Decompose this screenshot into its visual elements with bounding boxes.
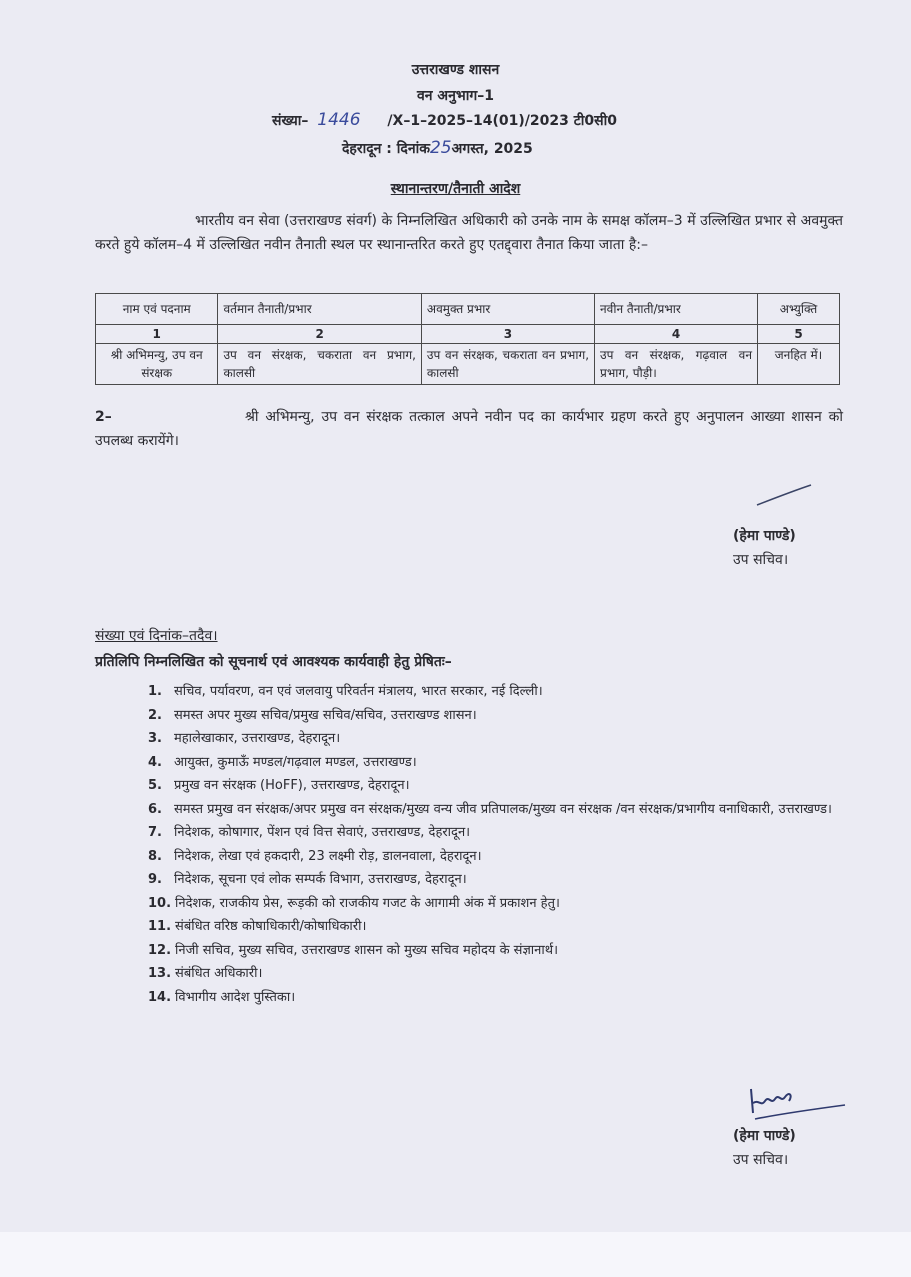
place-date-prefix: देहरादून : दिनांक: [342, 141, 430, 157]
date-handwritten: 25: [429, 138, 452, 158]
list-item-text: समस्त अपर मुख्य सचिव/प्रमुख सचिव/सचिव, उत्तराखण्ड शासन।: [174, 707, 477, 723]
list-item-number: 6.: [148, 801, 162, 817]
list-item: [148, 915, 848, 939]
copy-heading: प्रतिलिपि निम्नलिखित को सूचनार्थ एवं आवश्यक कार्यवाही हेतु प्रेषितः–: [95, 654, 452, 670]
list-item: [148, 986, 848, 1010]
list-item: [148, 845, 848, 869]
list-item-text: निदेशक, कोषागार, पेंशन एवं वित्त सेवाएं, उत्तराखण्ड, देहरादून।: [174, 825, 471, 840]
paragraph-2-number: 2–: [95, 409, 112, 425]
list-item-number: 10.: [148, 895, 172, 911]
column-number-cell: 5: [757, 325, 839, 344]
list-item-text: संबंधित वरिष्ठ कोषाधिकारी/कोषाधिकारी।: [175, 919, 367, 934]
list-item-text: महालेखाकार, उत्तराखण्ड, देहरादून।: [174, 731, 341, 746]
page-bottom-band: [0, 1232, 911, 1277]
date-suffix: अगस्त, 2025: [451, 141, 533, 157]
list-item-number: 11.: [148, 919, 172, 934]
signature-scribble-2: [745, 1085, 855, 1125]
table-header-cell: वर्तमान तैनाती/प्रभार: [218, 294, 421, 325]
list-item-number: 8.: [148, 848, 162, 864]
table-header-cell: अवमुक्त प्रभार: [421, 294, 594, 325]
column-number-cell: 4: [595, 325, 758, 344]
list-item-text: निदेशक, राजकीय प्रेस, रूड़की को राजकीय गजट के आगामी अंक में प्रकाशन हेतु।: [175, 895, 560, 911]
table-header-cell: नाम एवं पदनाम: [96, 294, 218, 325]
table-cell-new-posting: उप वन संरक्षक, गढ़वाल वन प्रभाग, पौड़ी।: [595, 344, 758, 385]
list-item-text: आयुक्त, कुमाऊँ मण्डल/गढ़वाल मण्डल, उत्तराखण्ड।: [174, 754, 417, 770]
signatory-designation: उप सचिव।: [733, 1152, 789, 1168]
list-item-text: संबंधित अधिकारी।: [175, 966, 263, 981]
list-item-text: प्रमुख वन संरक्षक (HoFF), उत्तराखण्ड, देहरादून।: [174, 778, 410, 793]
list-item-number: 5.: [148, 778, 162, 793]
list-item: [148, 821, 848, 845]
list-item-number: 12.: [148, 942, 172, 958]
list-item-number: 4.: [148, 754, 162, 770]
list-item-text: निजी सचिव, मुख्य सचिव, उत्तराखण्ड शासन को मुख्य सचिव महोदय के संज्ञानार्थ।: [175, 942, 558, 958]
list-item-number: 1.: [148, 684, 162, 699]
list-item-text: निदेशक, सूचना एवं लोक सम्पर्क विभाग, उत्तराखण्ड, देहरादून।: [174, 872, 467, 887]
government-heading: उत्तराखण्ड शासन: [411, 62, 500, 78]
intro-paragraph-text: भारतीय वन सेवा (उत्तराखण्ड संवर्ग) के निम्नलिखित अधिकारी को उनके नाम के समक्ष कॉलम–3 में उल्लिखित प्रभार से अवमुक्त करते हुये कॉलम–4 में उल्लिखित नवीन तैनाती स्थल पर स्थानान्तरित करते हुए एतद्द्वारा तैनात किया जाता है:–: [95, 213, 843, 253]
table-header-row: [96, 294, 840, 325]
table-header-cell: अभ्युक्ति: [757, 294, 839, 325]
list-item-number: 2.: [148, 707, 162, 723]
order-subject: स्थानान्तरण/तैनाती आदेश: [390, 181, 521, 197]
copy-recipient-list: [148, 680, 848, 1009]
order-number-line: [272, 110, 692, 130]
order-number-label: संख्या–: [272, 113, 309, 129]
list-item-text: समस्त प्रमुख वन संरक्षक/अपर प्रमुख वन संरक्षक/मुख्य वन्य जीव प्रतिपालक/मुख्य वन संरक्षक /वन संरक्षक/प्रभागीय वनाधिकारी, उत्तराखण्ड।: [174, 801, 832, 817]
table-row: [96, 344, 840, 385]
intro-paragraph: [95, 209, 843, 257]
table-header-cell: नवीन तैनाती/प्रभार: [595, 294, 758, 325]
list-item-number: 9.: [148, 872, 162, 887]
column-number-cell: 3: [421, 325, 594, 344]
list-item: [148, 892, 848, 916]
place-date-line: [342, 138, 533, 158]
list-item-text: सचिव, पर्यावरण, वन एवं जलवायु परिवर्तन मंत्रालय, भारत सरकार, नई दिल्ली।: [174, 684, 543, 699]
list-item: [148, 751, 848, 775]
list-item: [148, 798, 848, 822]
table-cell-relieved-charge: उप वन संरक्षक, चकराता वन प्रभाग, कालसी: [421, 344, 594, 385]
column-number-cell: 1: [96, 325, 218, 344]
signature-block-2: [733, 1124, 796, 1172]
transfer-table: [95, 293, 840, 385]
table-cell-name: श्री अभिमन्यु, उप वन संरक्षक: [96, 344, 218, 385]
paragraph-2: [95, 405, 843, 453]
table-column-number-row: [96, 325, 840, 344]
list-item: [148, 727, 848, 751]
copy-reference: संख्या एवं दिनांक–तदैव।: [95, 628, 218, 644]
section-heading: वन अनुभाग–1: [417, 88, 494, 104]
signature-block-1: [733, 524, 796, 572]
signatory-name: (हेमा पाण्डे): [733, 528, 796, 544]
signature-stroke-1: [755, 483, 815, 508]
list-item-number: 3.: [148, 731, 162, 746]
order-number-handwritten: 1446: [317, 110, 361, 130]
table-cell-current-posting: उप वन संरक्षक, चकराता वन प्रभाग, कालसी: [218, 344, 421, 385]
paragraph-2-text: श्री अभिमन्यु, उप वन संरक्षक तत्काल अपने नवीन पद का कार्यभार ग्रहण करते हुए अनुपालन आख्या शासन को उपलब्ध करायेंगे।: [95, 409, 843, 449]
column-number-cell: 2: [218, 325, 421, 344]
list-item-text: निदेशक, लेखा एवं हकदारी, 23 लक्ष्मी रोड़, डालनवाला, देहरादून।: [174, 848, 482, 864]
list-item: [148, 680, 848, 704]
signatory-designation: उप सचिव।: [733, 552, 789, 568]
order-number-suffix: /X–1–2025–14(01)/2023 टी0सी0: [387, 113, 618, 129]
list-item-number: 13.: [148, 966, 172, 981]
list-item-number: 7.: [148, 825, 162, 840]
table-cell-remarks: जनहित में।: [757, 344, 839, 385]
list-item-number: 14.: [148, 989, 172, 1005]
list-item: [148, 868, 848, 892]
list-item: [148, 939, 848, 963]
list-item: [148, 704, 848, 728]
list-item: [148, 774, 848, 798]
list-item: [148, 962, 848, 986]
list-item-text: विभागीय आदेश पुस्तिका।: [175, 989, 296, 1005]
signatory-name: (हेमा पाण्डे): [733, 1128, 796, 1144]
